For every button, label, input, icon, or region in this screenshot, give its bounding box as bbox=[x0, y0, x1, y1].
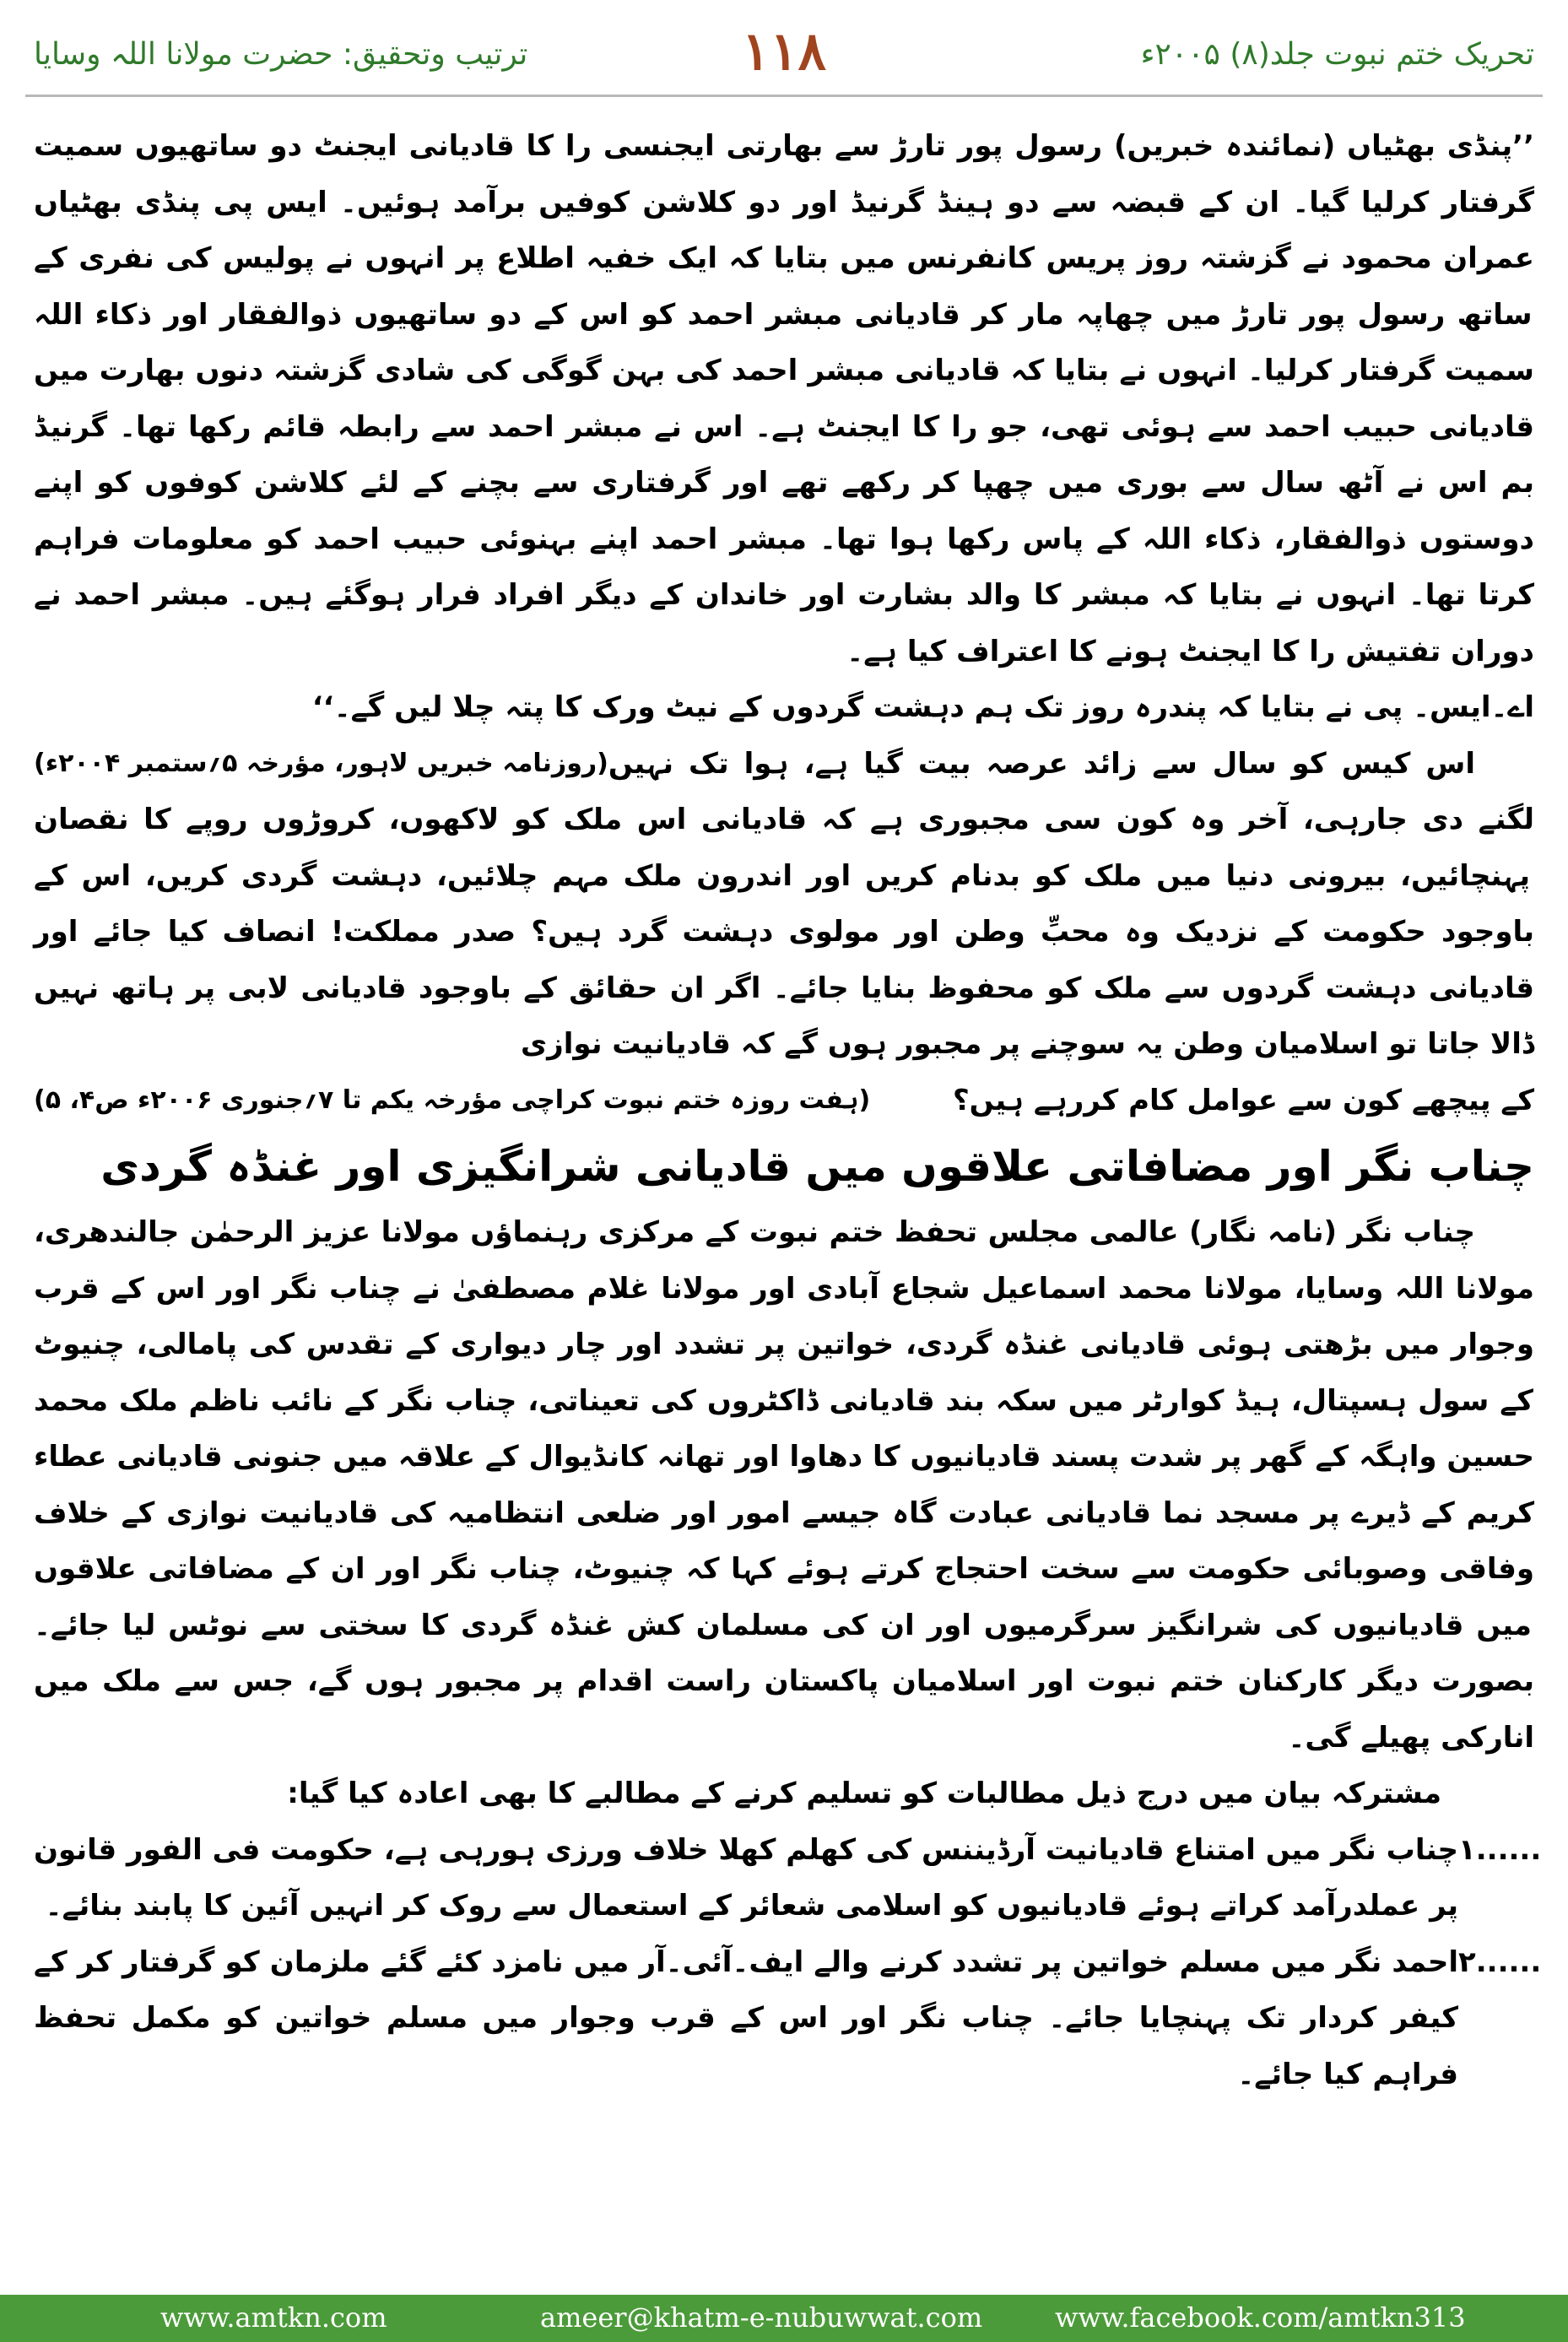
email-link[interactable]: ameer@khatm-e-nubuwwat.com bbox=[540, 2301, 983, 2334]
item-number: ۱...... bbox=[1458, 1832, 1542, 1867]
commentary-closing bbox=[34, 1073, 1534, 1129]
text-line: قادیانیوں کو اسلامی شعائر کے استعمال سے روک کر انہیں آئین کا پابند بنائے۔ bbox=[45, 1889, 1128, 1923]
text-line: چناب نگر اور اس کے قرب وجوار میں مسلم خواتین کو مکمل تحفظ فراہم کیا جائے۔ bbox=[34, 2001, 1458, 2091]
compiler-credit: ترتیب وتحقیق: حضرت مولانا اللہ وسایا bbox=[34, 37, 528, 72]
item-number: ۲...... bbox=[1458, 1944, 1542, 1979]
text-line: لاکھوں، کروڑوں روپے کا نقصان پہنچائیں، بیرونی دنیا میں ملک کو بدنام کریں اور اندرون ملک مہم چلائیں، دہشت گردی کریں، اس کے bbox=[34, 803, 1531, 893]
text-line: کے پیچھے کون سے عوامل کام کررہے ہیں؟ bbox=[952, 1083, 1534, 1117]
text-line: ’’پنڈی بھٹیاں (نمائندہ خبریں) رسول پور تارڑ سے بھارتی ایجنسی را کا قادیانی ایجنٹ دو ساتھیوں سمیت گرفتار کرلیا گیا۔ ان bbox=[34, 129, 1534, 219]
text-line: اسماعیل شجاع آبادی اور مولانا غلام مصطفیٰ نے چناب نگر اور اس کے قرب وجوار میں بڑھتی ہوئی قادیانی غنڈہ گردی، خواتین پر تشدد اور چار bbox=[34, 1271, 1534, 1361]
text-line: لئے کلاشن کوفوں کو اپنے دوستوں ذوالفقار، ذکاء اللہ کے پاس رکھا ہوا تھا۔ مبشر احمد اپنے بہنوئی حبیب احمد کو معلومات فراہم کرتا تھا۔ انہوں bbox=[34, 466, 1534, 612]
text-line: محفوظ بنایا جائے۔ اگر ان حقائق کے باوجود قادیانی لابی پر ہاتھ نہیں ڈالا جاتا تو اسلامیان وطن یہ سوچنے پر مجبور ہوں گے کہ قادیانیت نوازی bbox=[34, 971, 1534, 1061]
text-line: سمیت گرفتار کرلیا۔ انہوں نے بتایا کہ قادیانی مبشر احمد کی بہن گوگی کی شادی گزشتہ دنوں بھارت میں قادیانی حبیب احمد سے ہوئی تھی، جو را کا bbox=[34, 354, 1534, 444]
demand-item bbox=[34, 1822, 1542, 1934]
text-line: چناب نگر میں امتناع قادیانیت آرڈیننس کی کھلم کھلا خلاف ورزی ہورہی ہے، حکومت فی الفور قانون پر عملدرآمد کراتے ہوئے bbox=[34, 1832, 1458, 1923]
demand-item bbox=[34, 1934, 1542, 2103]
page-footer bbox=[0, 2295, 1568, 2342]
source-citation: (روزنامہ خبریں لاہور، مؤرخہ ۵؍ستمبر ۲۰۰۴ء) bbox=[34, 748, 608, 778]
news-report-closing bbox=[34, 679, 1534, 778]
section-heading: چناب نگر اور مضافاتی علاقوں میں قادیانی شرانگیزی اور غنڈہ گردی bbox=[100, 1142, 1534, 1191]
text-line: چناب نگر (نامہ نگار) عالمی مجلس تحفظ ختم نبوت کے مرکزی رہنماؤں مولانا عزیز الرحمٰن جالندھری، مولانا اللہ وسایا، مولانا محمد bbox=[34, 1215, 1534, 1306]
news-report bbox=[34, 118, 1534, 679]
text-line: ایجنٹ ہے۔ اس نے مبشر احمد سے رابطہ قائم رکھا تھا۔ گرنیڈ بم اس نے آٹھ سال سے بوری میں چھپا کر رکھے تھے اور گرفتاری سے بچنے کے bbox=[34, 409, 1534, 500]
text-line: کے قبضہ سے دو ہینڈ گرنیڈ اور دو کلاشن کوفیں برآمد ہوئیں۔ ایس پی پنڈی بھٹیاں عمران محمود نے گزشتہ روز پریس کانفرنس میں بتایا کہ ایک خفیہ bbox=[34, 185, 1534, 275]
text-line: عبادت گاہ جیسے امور اور ضلعی انتظامیہ کی قادیانیت نوازی کے خلاف وفاقی وصوبائی حکومت سے سخت احتجاج کرتے ہوئے کہا کہ چنیوٹ، bbox=[34, 1496, 1534, 1586]
text-line: بصورت دیگر کارکنان ختم نبوت اور اسلامیان پاکستان راست اقدام پر مجبور ہوں گے، جس سے ملک میں انارکی پھیلے گی۔ bbox=[34, 1664, 1534, 1755]
text-line: اے۔ایس۔ پی نے بتایا کہ پندرہ روز تک ہم دہشت گردوں کے نیٹ ورک کا پتہ چلا لیں گے۔‘‘ bbox=[311, 690, 1534, 724]
text-line: باوجود حکومت کے نزدیک وہ محبِّ وطن اور مولوی دہشت گرد ہیں؟ صدر مملکت! انصاف کیا جائے اور قادیانی دہشت گردوں سے ملک کو bbox=[34, 915, 1535, 1005]
text-line: دیواری کے تقدس کی پامالی، چنیوٹ کے سول ہسپتال، ہیڈ کوارٹر میں سکہ بند قادیانی ڈاکٹروں کی تعیناتی، چناب نگر کے نائب ناظم ملک محمد bbox=[34, 1328, 1533, 1418]
text-line: حسین واہگہ کے گھر پر شدت پسند قادیانیوں کا دھاوا اور تھانہ کانڈیوال کے علاقہ میں جنونی قادیانی عطاء کریم کے ڈیرے پر مسجد نما قادیانی bbox=[34, 1440, 1534, 1530]
text-line: نے بتایا کہ مبشر کا والد بشارت اور خاندان کے دیگر افراد فرار ہوگئے ہیں۔ مبشر احمد نے دوران تفتیش را کا ایجنٹ ہونے کا اعتراف کیا ہے۔ bbox=[34, 578, 1534, 668]
book-title: تحریک ختم نبوت جلد(۸) ۲۰۰۵ء bbox=[1140, 37, 1534, 72]
page-number: ۱۱۸ bbox=[742, 20, 826, 82]
website-link[interactable]: www.amtkn.com bbox=[160, 2301, 387, 2334]
header-divider bbox=[25, 95, 1543, 97]
section-body bbox=[34, 1204, 1534, 1766]
page-header bbox=[25, 19, 1543, 95]
facebook-link[interactable]: www.facebook.com/amtkn313 bbox=[1055, 2301, 1466, 2334]
source-citation: (ہفت روزہ ختم نبوت کراچی مؤرخہ یکم تا ۷؍جنوری ۲۰۰۶ء ص۴، ۵) bbox=[34, 1084, 871, 1115]
text-line: اس کیس کو سال سے زائد عرصہ بیت گیا ہے، ہوا تک نہیں لگنے دی جارہی، آخر وہ کون سی مجبوری ہے کہ قادیانی اس ملک کو bbox=[499, 746, 1534, 836]
text-line: احمد نگر میں مسلم خواتین پر تشدد کرنے والے ایف۔آئی۔آر میں نامزد کئے گئے ملزمان کو گرفتار کر کے کیفر کردار تک پہنچایا جائے۔ bbox=[34, 1944, 1458, 2035]
text-line: اطلاع پر انہوں نے پولیس کی نفری کے ساتھ رسول پور تارڑ میں چھاپہ مار کر قادیانی مبشر احمد کو اس کے دو ساتھیوں ذوالفقار اور ذکاء اللہ bbox=[34, 241, 1533, 332]
text-line: چناب نگر اور ان کے مضافاتی علاقوں میں قادیانیوں کی شرانگیز سرگرمیوں اور ان کی مسلمان کش غنڈہ گردی کا سختی سے نوٹس لیا جائے۔ bbox=[34, 1552, 1532, 1642]
demands-intro: مشترکہ بیان میں درج ذیل مطالبات کو تسلیم کرنے کے مطالبے کا بھی اعادہ کیا گیا: bbox=[287, 1777, 1441, 1810]
page-body bbox=[34, 118, 1542, 2102]
